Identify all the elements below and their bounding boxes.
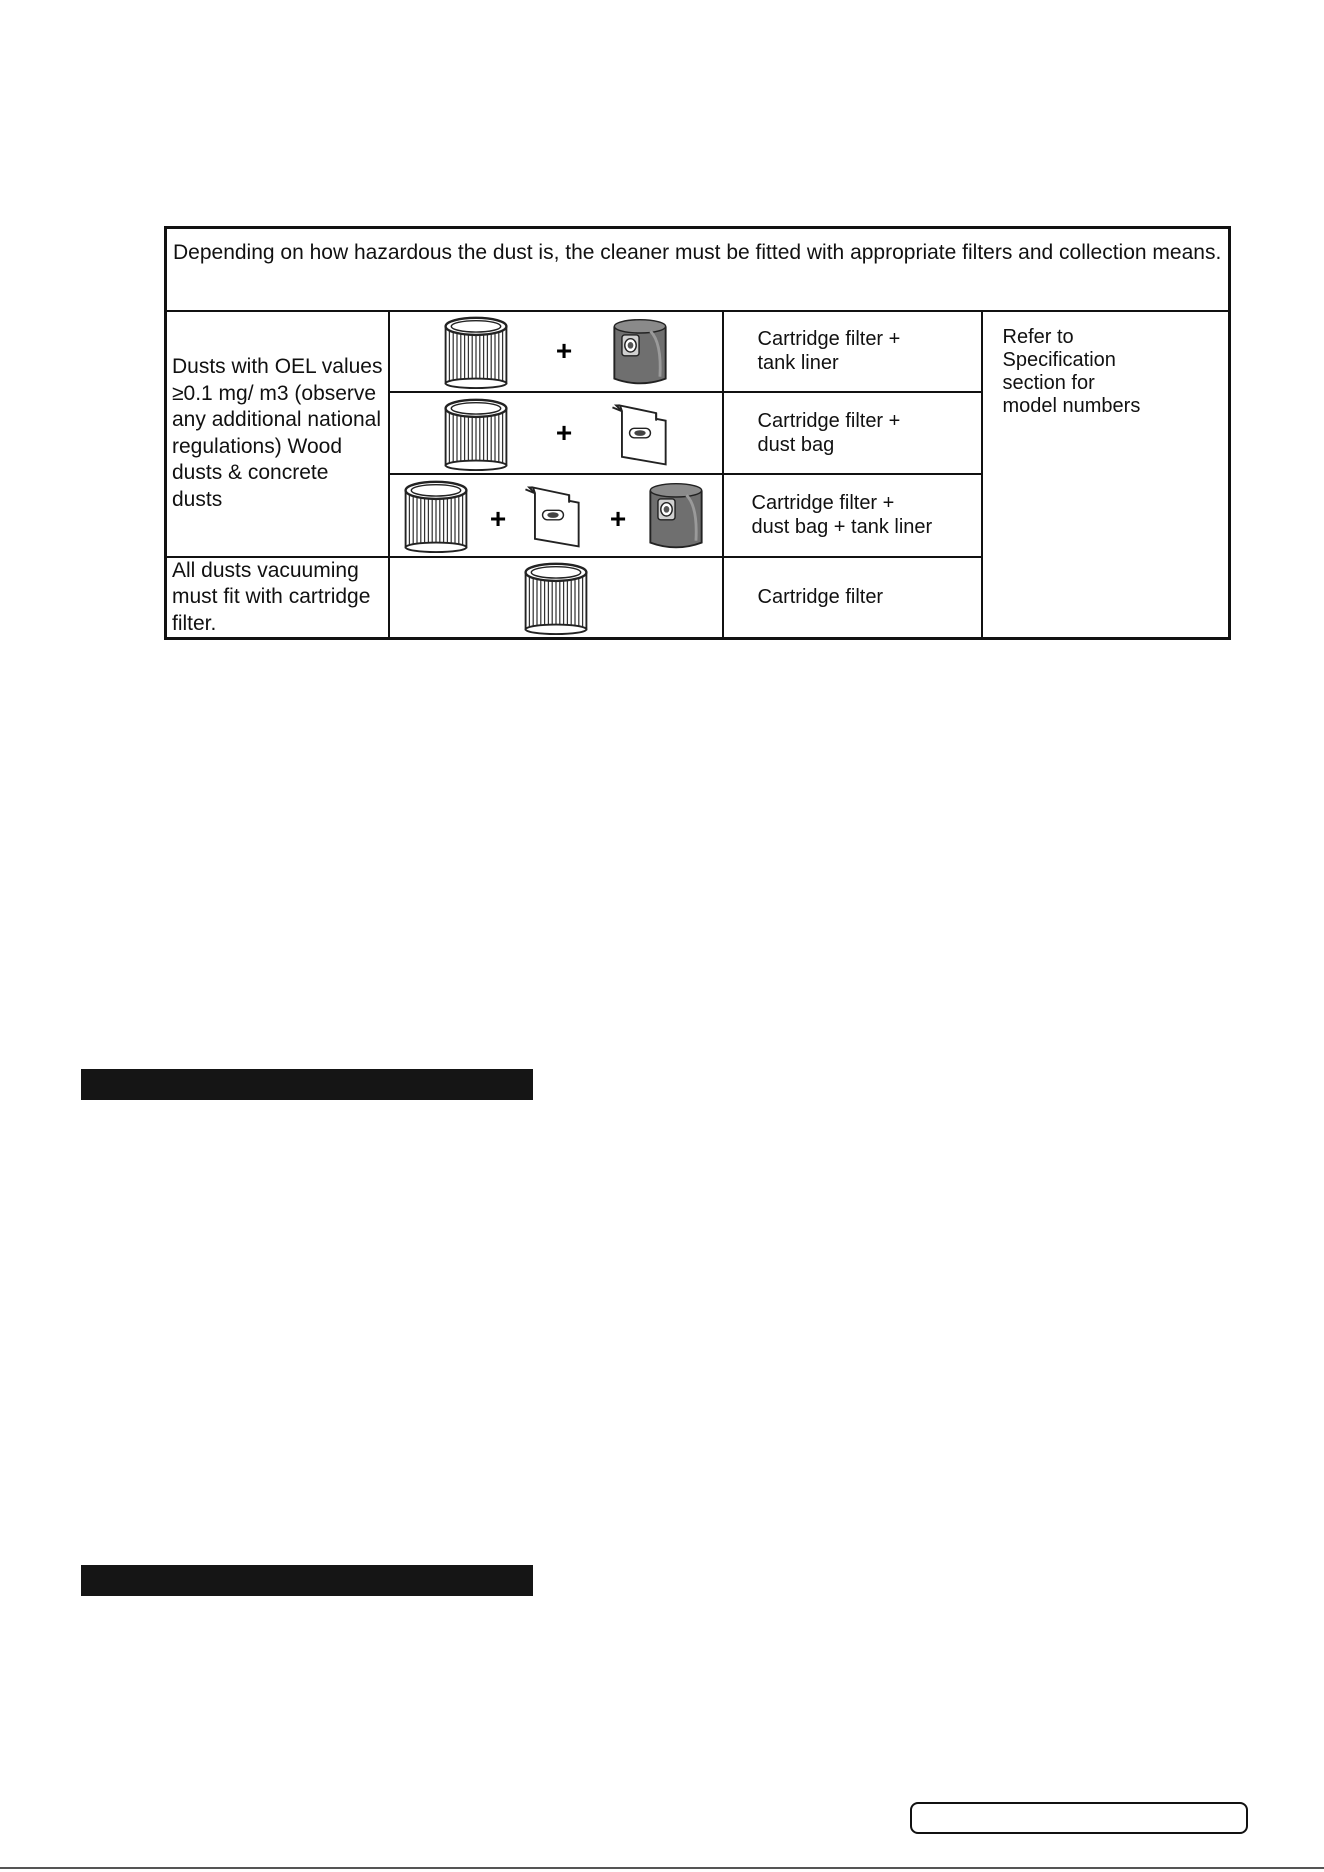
option-2-line2: dust bag (757, 433, 835, 456)
option-1-images (389, 311, 723, 392)
refer-note (982, 311, 1230, 639)
plus-sign: + (555, 416, 572, 448)
cartridge-filter-icon (525, 564, 586, 634)
tank-liner-icon (650, 484, 701, 548)
section-header-bar (81, 1069, 533, 1100)
cartridge-filter-icon (445, 399, 506, 469)
dust-bag-icon (525, 488, 578, 547)
plus-sign: + (609, 503, 626, 534)
section-header-bar (81, 1565, 533, 1596)
option-1-line2: tank liner (757, 352, 839, 374)
footer-box (910, 1802, 1248, 1834)
dust-bag-icon (612, 405, 665, 464)
dust-category-all: All dusts vacuuming must fit with cartridge filter. (166, 557, 389, 639)
option-2-desc (723, 392, 982, 474)
option-4-desc (723, 557, 982, 639)
refer-line4: model numbers (1002, 394, 1141, 417)
refer-line1: Refer to (1002, 325, 1074, 348)
refer-line3: section for (1002, 371, 1095, 394)
dust-filter-table (164, 226, 1231, 640)
option-2-images (389, 392, 723, 474)
plus-sign: + (489, 503, 506, 534)
option-3-line2: dust bag + tank liner (751, 516, 933, 538)
option-3-desc (723, 474, 982, 557)
option-4-images (389, 557, 723, 639)
page-bottom-rule (0, 1867, 1324, 1869)
table-intro: Depending on how hazardous the dust is, the cleaner must be fitted with appropriate filters and collection means. (166, 228, 1230, 311)
option-4-line1: Cartridge filter (757, 586, 884, 609)
tank-liner-icon (614, 320, 665, 384)
option-1-line1: Cartridge filter + (757, 328, 901, 350)
option-2-line1: Cartridge filter + (757, 409, 901, 432)
dust-category-oel: Dusts with OEL values ≥0.1 mg/ m3 (observe any additional national regulations) Wood dusts & concrete dusts (166, 311, 389, 557)
cartridge-filter-icon (405, 482, 466, 552)
option-1-desc (723, 311, 982, 392)
plus-sign: + (555, 335, 572, 366)
refer-line2: Specification (1002, 348, 1116, 371)
option-3-line1: Cartridge filter + (751, 492, 895, 514)
cartridge-filter-icon (445, 318, 506, 388)
option-3-images (389, 474, 723, 557)
